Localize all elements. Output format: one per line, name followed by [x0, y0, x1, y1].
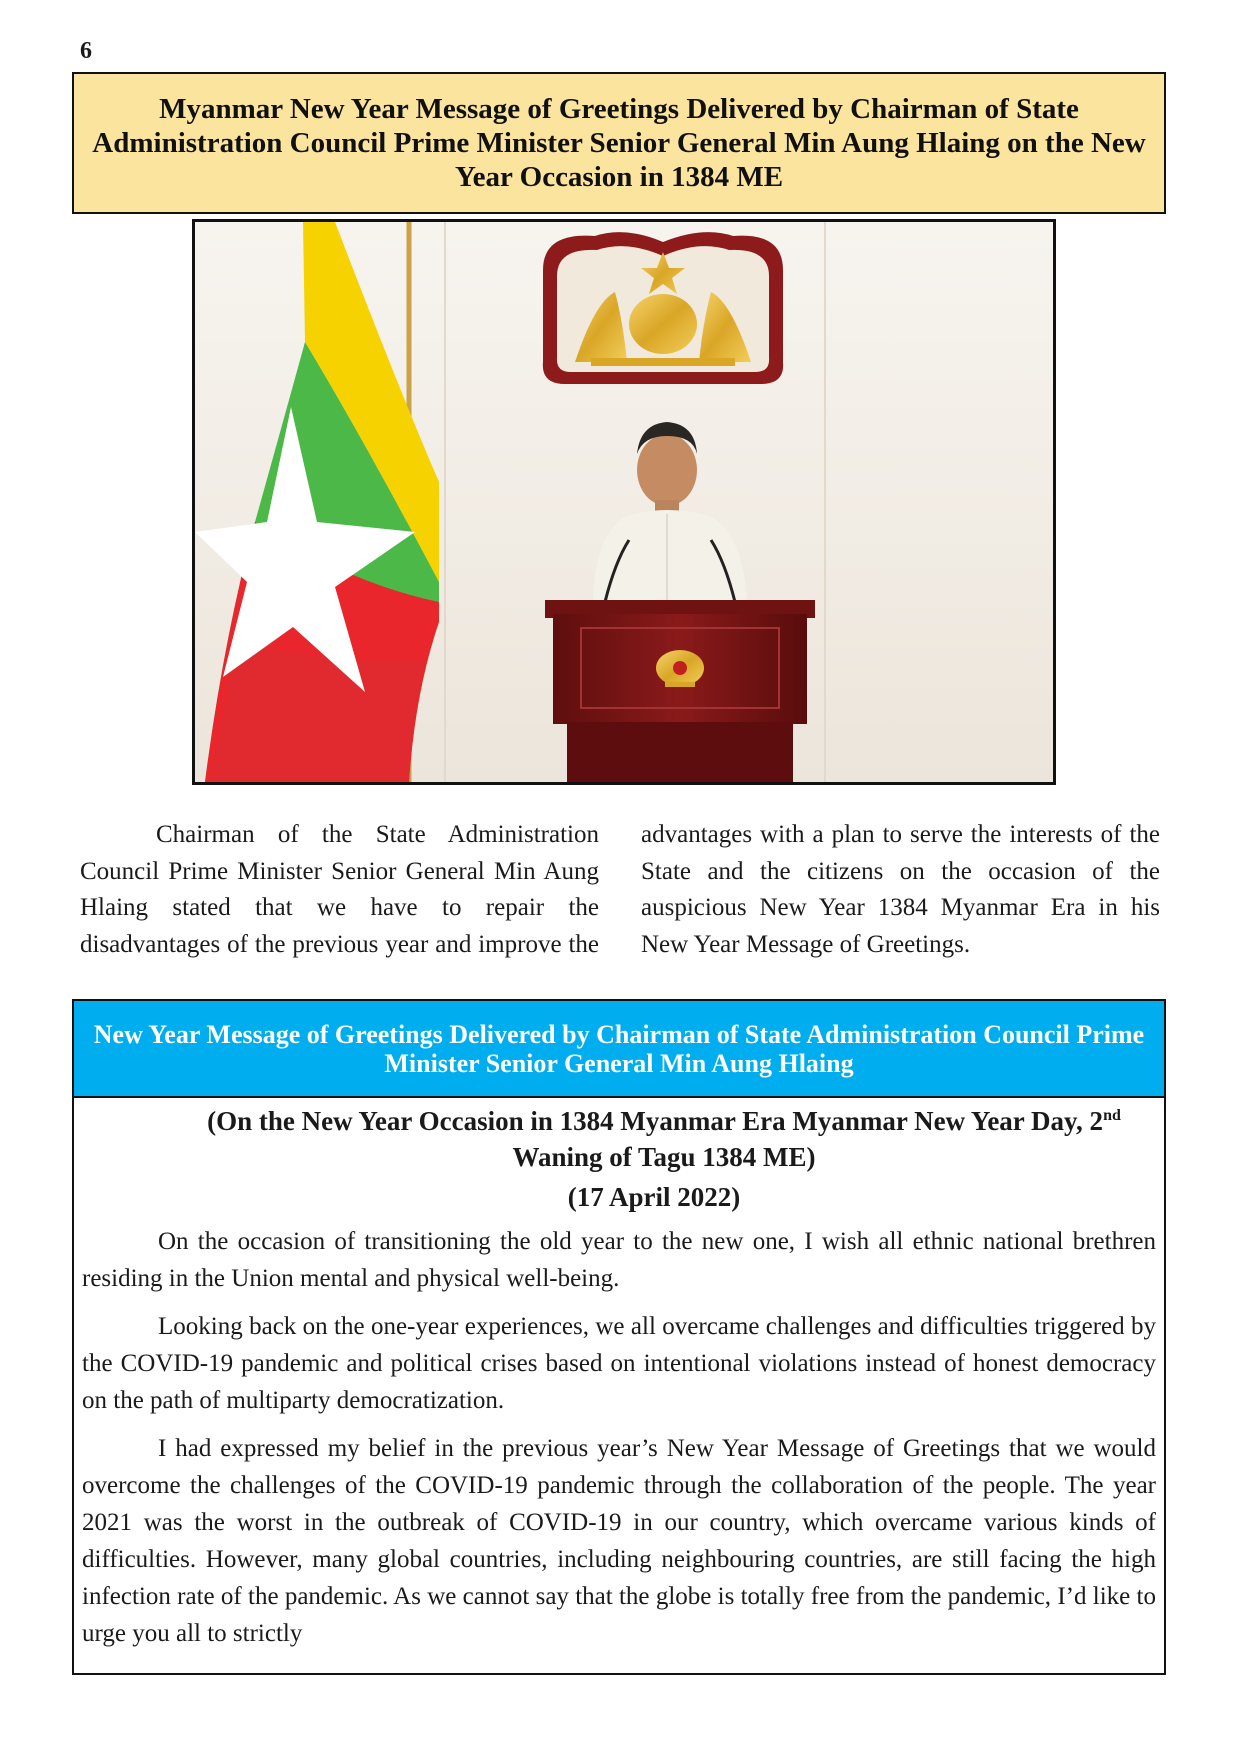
page-number: 6 [80, 38, 92, 64]
message-paragraph: On the occasion of transitioning the old year to the new one, I wish all ethnic national brethren residing in the Union mental and physical well-being. [82, 1228, 1156, 1292]
message-heading-box [72, 999, 1166, 1098]
message-date: (17 April 2022) [567, 1182, 741, 1212]
photo-frame [192, 219, 1056, 785]
occasion-line [82, 1103, 1156, 1175]
occasion-text-after: Waning of Tagu 1384 ME) [512, 1142, 816, 1172]
occasion-superscript: nd [1103, 1107, 1121, 1124]
message-body-box [72, 1097, 1166, 1675]
message-paragraph: I had expressed my belief in the previous year’s New Year Message of Greetings that we would overcome the challenges of the COVID-19 pandemic through the collaboration of the people. The year 2021 was the worst in the outbreak of COVID-19 in our country, which overcame various kinds of difficulties. However, many global countries, including neighbouring countries, are still facing the high infection rate of the pandemic. As we cannot say that the globe is totally free from the pandemic, I’d like to urge you all to strictly [82, 1435, 1156, 1647]
intro-paragraph: Chairman of the State Administration Council Prime Minister Senior General Min Aung Hlaing stated that we have to repair the disadvantages of the previous year and improve the advantages with a plan to serve the interests of the State and the citizens on the occasion of the auspicious New Year 1384 Myanmar Era in his New Year Message of Greetings. [80, 821, 1160, 958]
state-emblem-icon [543, 232, 783, 384]
occasion-text: (On the New Year Occasion in 1384 Myanmar Era Myanmar New Year Day, 2 [207, 1106, 1104, 1136]
speech-photo [195, 222, 1053, 782]
podium [545, 600, 815, 782]
intro-summary [80, 817, 1160, 997]
article-title: Myanmar New Year Message of Greetings Delivered by Chairman of State Administration Council Prime Minister Senior General Min Aung Hlaing on the New Year Occasion in 1384 ME [92, 93, 1146, 193]
article-title-box [72, 72, 1166, 214]
message-paragraph: Looking back on the one-year experiences, we all overcame challenges and difficulties triggered by the COVID-19 pandemic and political crises based on intentional violations instead of honest democracy on the path of multiparty democratization. [82, 1313, 1156, 1414]
message-heading: New Year Message of Greetings Delivered by Chairman of State Administration Council Prime Minister Senior General Min Aung Hlaing [93, 1019, 1145, 1078]
